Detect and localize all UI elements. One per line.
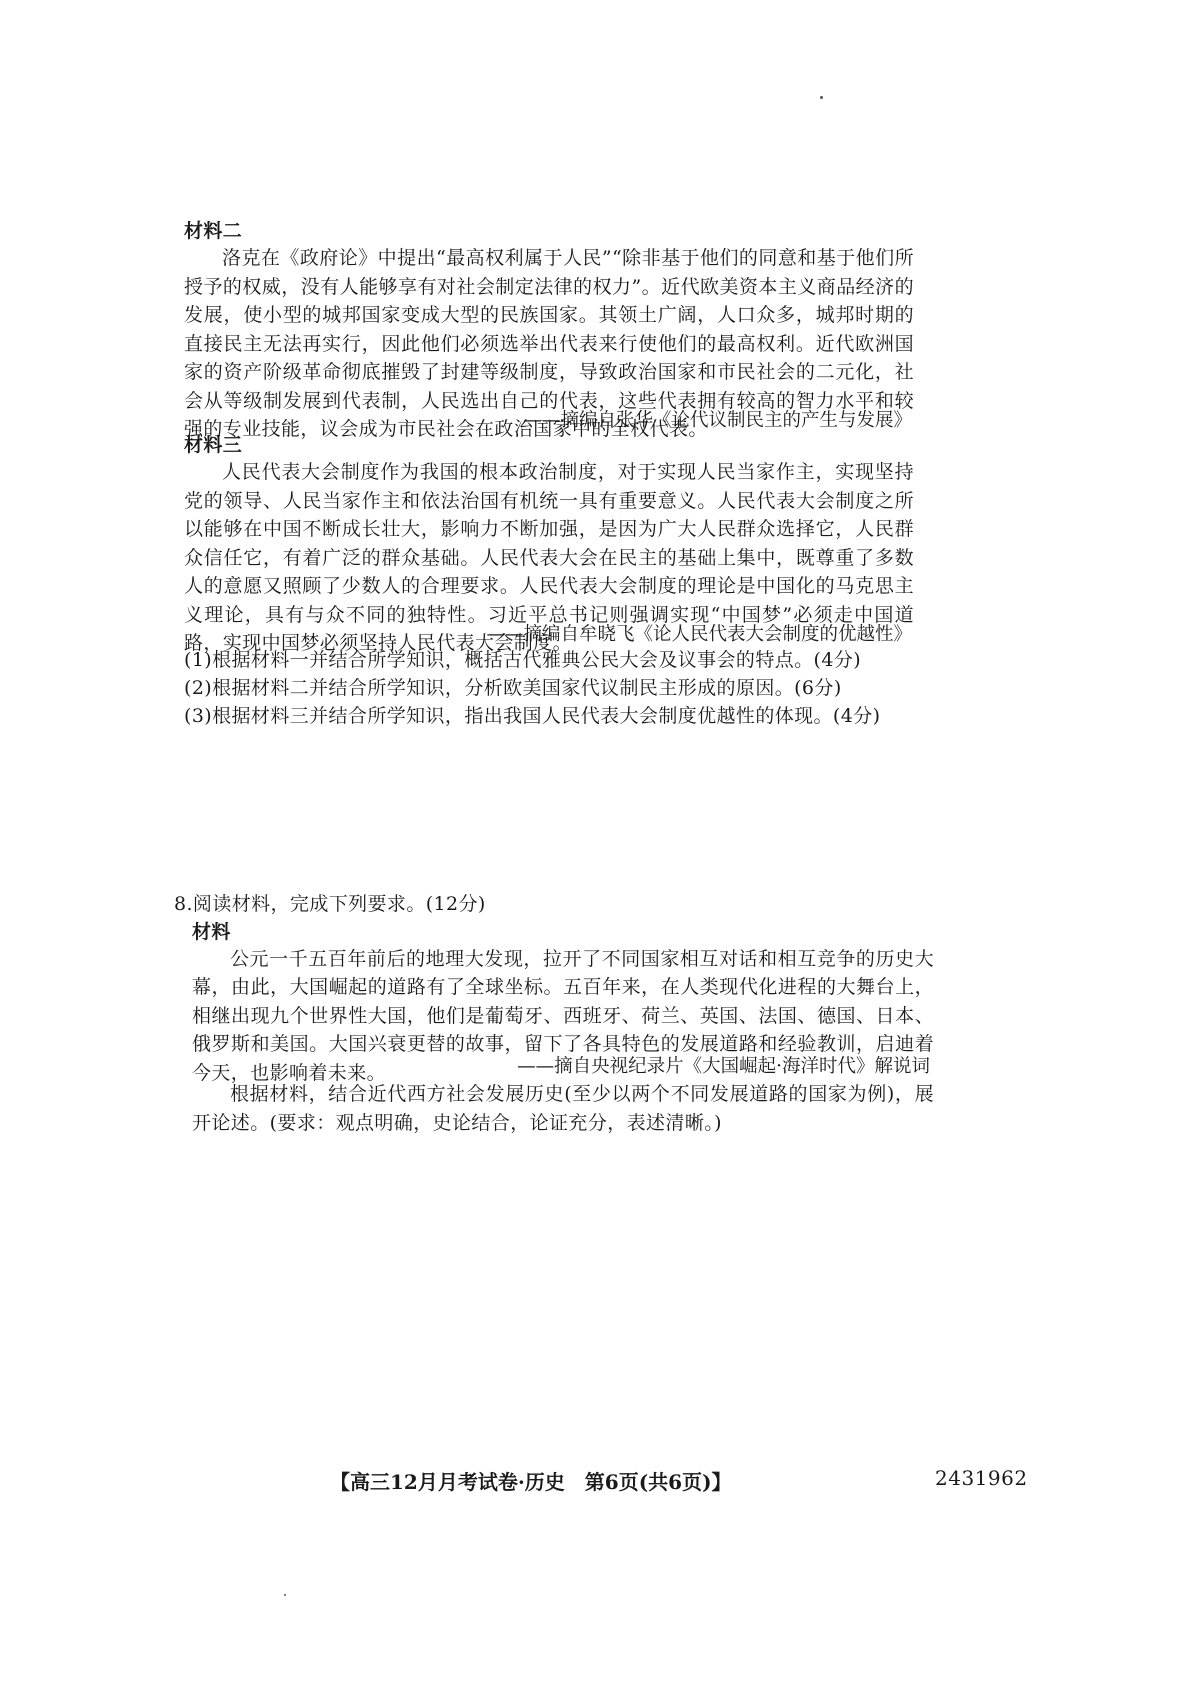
question-8-material-heading: 材料 <box>192 920 231 943</box>
question-8-task-block <box>192 1080 934 1137</box>
question-3: (3)根据材料三并结合所学知识，指出我国人民代表大会制度优越性的体现。(4分) <box>184 705 881 727</box>
question-8-task: 根据材料，结合近代西方社会发展历史(至少以两个不同发展道路的国家为例)，展开论述。(要求：观点明确，史论结合，论证充分，表述清晰。) <box>192 1083 934 1134</box>
material-3-source: ——摘编自牟晓飞《论人民代表大会制度的优越性》 <box>486 624 912 645</box>
scan-speck <box>284 1594 286 1596</box>
question-8-source: ——摘自央视纪录片《大国崛起·海洋时代》解说词 <box>517 1056 930 1077</box>
question-list <box>184 646 944 730</box>
question-1: (1)根据材料一并结合所学知识，概括古代雅典公民大会及议事会的特点。(4分) <box>184 649 862 671</box>
scan-speck <box>820 96 823 99</box>
material-2-text: 洛克在《政府论》中提出“最高权利属于人民”“除非基于他们的同意和基于他们所授予的权威，没有人能够享有对社会制定法律的权力”。近代欧美资本主义商品经济的发展，使小型的城邦国家变成大型的民族国家。其领土广阔，人口众多，城邦时期的直接民主无法再实行，因此他们必须选举出代表来行使他们的最高权利。近代欧洲国家的资产阶级革命彻底摧毁了封建等级制度，导致政治国家和市民社会的二元化，社会从等级制发展到代表制，人民选出自己的代表，这些代表拥有较高的智力水平和较强的专业技能，议会成为市民社会在政治国家中的全权代表。 <box>184 247 914 440</box>
question-8-material-text: 公元一千五百年前后的地理大发现，拉开了不同国家相互对话和相互竞争的历史大幕，由此，大国崛起的道路有了全球坐标。五百年来，在人类现代化进程的大舞台上，相继出现九个世界性大国，他们是葡萄牙、西班牙、荷兰、英国、法国、德国、日本、俄罗斯和美国。大国兴衰更替的故事，留下了各具特色的发展道路和经验教训，启迪着今天，也影响着未来。 <box>192 947 934 1084</box>
question-8-prompt: 8.阅读材料，完成下列要求。(12分) <box>174 893 486 915</box>
question-2: (2)根据材料二并结合所学知识，分析欧美国家代议制民主形成的原因。(6分) <box>184 677 842 699</box>
material-3-text: 人民代表大会制度作为我国的根本政治制度，对于实现人民当家作主，实现坚持党的领导、人民当家作主和依法治国有机统一具有重要意义。人民代表大会制度之所以能够在中国不断成长壮大，影响力不断加强，是因为广大人民群众选择它，人民群众信任它，有着广泛的群众基础。人民代表大会在民主的基础上集中，既尊重了多数人的意愿又照顾了少数人的合理要求。人民代表大会制度的理论是中国化的马克思主义理论，具有与众不同的独特性。习近平总书记则强调实现“中国梦”必须走中国道路，实现中国梦必须坚持人民代表大会制度。 <box>184 461 914 654</box>
material-2-heading: 材料二 <box>184 220 243 242</box>
material-3-heading: 材料三 <box>184 434 243 456</box>
footer-title: 【高三12月月考试卷·历史 第6页(共6页)】 <box>330 1470 732 1494</box>
material-2-source: ——摘编自张华《论代议制民主的产生与发展》 <box>523 410 912 431</box>
page-footer <box>0 1466 1200 1496</box>
footer-code: 2431962 <box>935 1466 1028 1490</box>
